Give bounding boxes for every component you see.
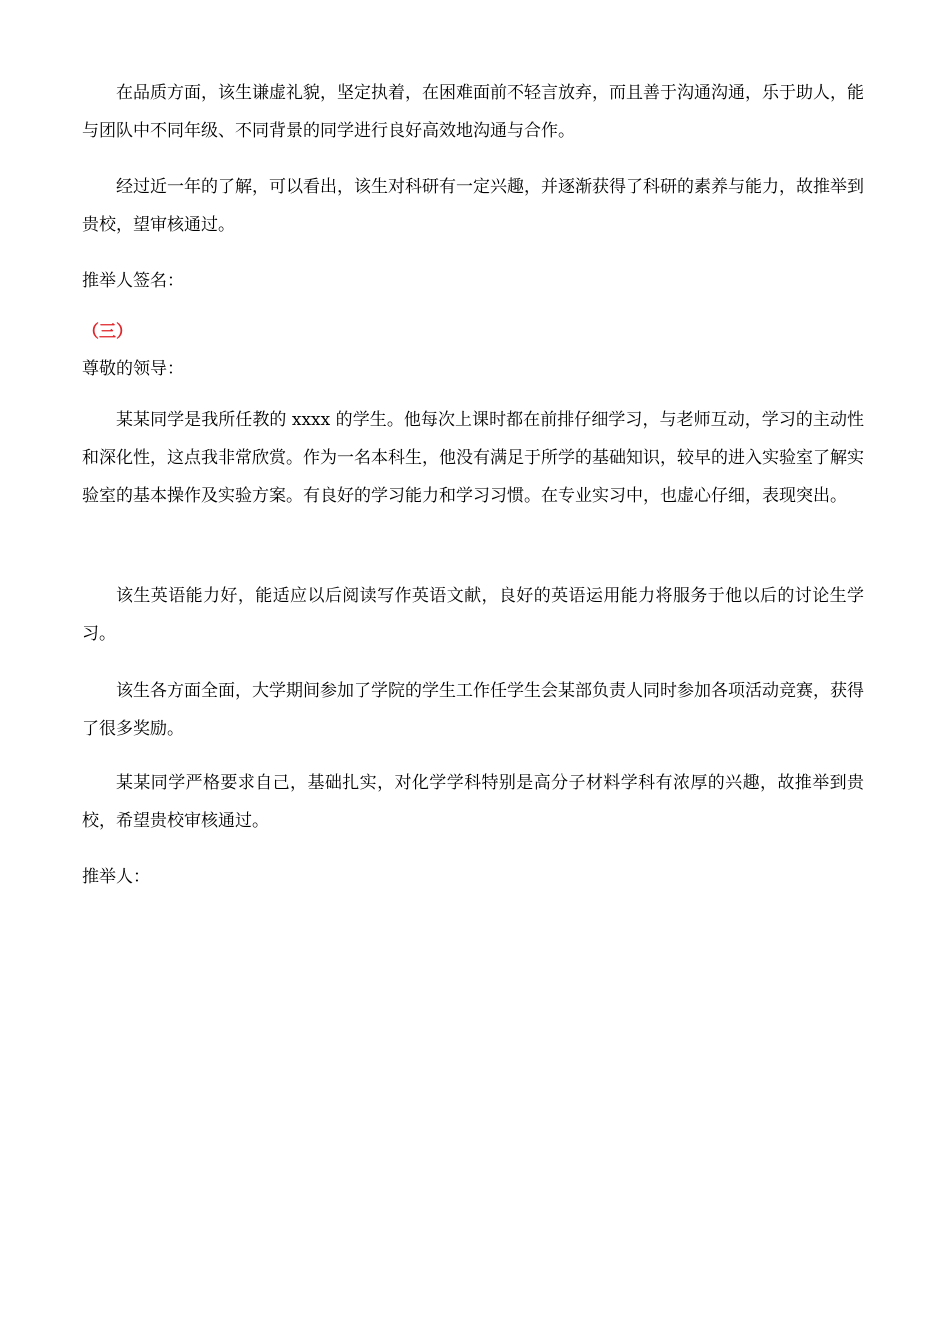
- paragraph-summary: 经过近一年的了解，可以看出，该生对科研有一定兴趣，并逐渐获得了科研的素养与能力，故推举到贵校，望审核通过。: [82, 177, 864, 235]
- salutation: 尊敬的领导：: [82, 359, 184, 379]
- paragraph-activities: 该生各方面全面，大学期间参加了学院的学生工作任学生会某部负责人同时参加各项活动竞赛，获得了很多奖励。: [82, 681, 864, 739]
- signature-label-1: 推举人签名：: [82, 271, 184, 291]
- paragraph-intro: 某某同学是我所任教的 xxxx 的学生。他每次上课时都在前排仔细学习，与老师互动，学习的主动性和深化性，这点我非常欣赏。作为一名本科生，他没有满足于所学的基础知识，较早的进入实验室了解实验室的基本操作及实验方案。有良好的学习能力和学习习惯。在专业实习中，也虚心仔细，表现突出。: [82, 410, 864, 506]
- signature-label-2: 推举人：: [82, 867, 150, 887]
- paragraph-english: 该生英语能力好，能适应以后阅读写作英语文献，良好的英语运用能力将服务于他以后的讨论生学习。: [82, 586, 864, 644]
- paragraph-quality: 在品质方面，该生谦虚礼貌，坚定执着，在困难面前不轻言放弃，而且善于沟通沟通，乐于助人，能与团队中不同年级、不同背景的同学进行良好高效地沟通与合作。: [82, 83, 864, 141]
- section-marker: （三）: [82, 322, 133, 342]
- paragraph-recommend: 某某同学严格要求自己，基础扎实，对化学学科特别是高分子材料学科有浓厚的兴趣，故推举到贵校，希望贵校审核通过。: [82, 773, 864, 831]
